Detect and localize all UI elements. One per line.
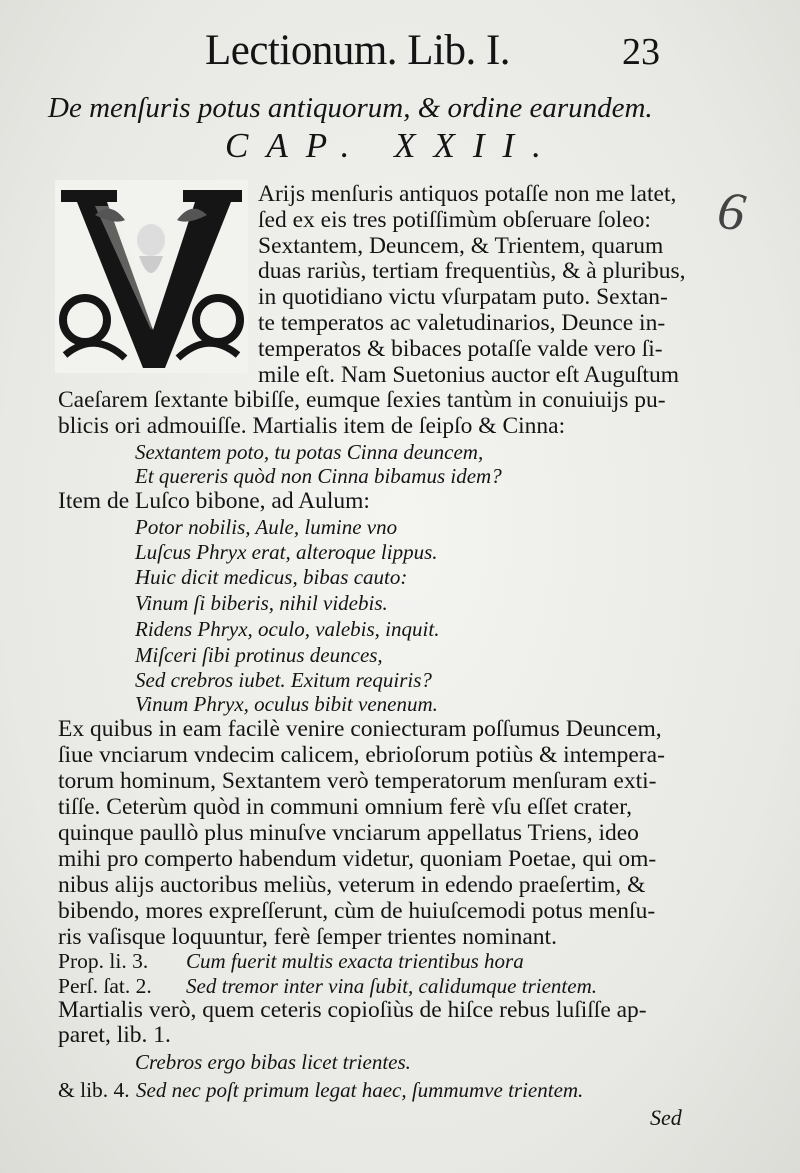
citation-line	[58, 975, 597, 999]
verse-line: Luſcus Phryx erat, alteroque lippus.	[135, 540, 438, 564]
body-line: quinque paullò plus minuſve vnciarum appellatus Triens, ideo	[58, 820, 639, 846]
verse-line: Ridens Phryx, oculo, valebis, inquit.	[135, 617, 440, 641]
margin-note: 6	[713, 179, 750, 243]
body-line: Sextantem, Deuncem, & Trientem, quarum	[258, 233, 664, 259]
body-line: nibus alijs auctoribus meliùs, veterum in edendo praeſertim, &	[58, 872, 646, 898]
body-line: Arijs menſuris antiquos potaſſe non me latet,	[258, 181, 677, 207]
verse-line: Sed crebros iubet. Exitum requiris?	[135, 668, 432, 692]
verse-line: Sextantem poto, tu potas Cinna deuncem,	[135, 440, 484, 464]
verse-line: Huic dicit medicus, bibas cauto:	[135, 565, 408, 589]
body-line: Caeſarem ſextante bibiſſe, eumque ſexies tantùm in conuiuijs pu-	[58, 387, 666, 413]
citation-ref: & lib. 4.	[58, 1078, 130, 1102]
verse-line: Vinum Phryx, oculus bibit venenum.	[135, 692, 438, 716]
citation-verse: Sed tremor inter vina ſubit, calidumque trientem.	[186, 974, 597, 998]
verse-line: Miſceri ſibi protinus deunces,	[135, 643, 383, 667]
body-line: mile eſt. Nam Suetonius auctor eſt Auguſtum	[258, 362, 679, 388]
verse-line: Crebros ergo bibas licet trientes.	[135, 1050, 411, 1074]
body-line: blicis ori admouiſſe. Martialis item de ſeipſo & Cinna:	[58, 413, 566, 439]
body-line: in quotidiano victu vſurpatam puto. Sextan-	[258, 284, 668, 310]
citation-verse: Sed nec poſt primum legat haec, ſummumve trientem.	[136, 1078, 584, 1102]
verse-line: Et quereris quòd non Cinna bibamus idem?	[135, 464, 502, 488]
body-line: temperatos & bibaces potaſſe valde vero ſi-	[258, 336, 663, 362]
citation-ref: Perſ. ſat. 2.	[58, 974, 152, 998]
chapter-number: CAP. XXII.	[225, 126, 559, 165]
citation-line	[58, 1079, 583, 1103]
body-line: ris vaſisque loquuntur, ferè ſemper trientes nominant.	[58, 924, 557, 950]
citation-verse: Cum fuerit multis exacta trientibus hora	[186, 949, 524, 973]
body-line: ſed ex eis tres potiſſimùm obſeruare ſoleo:	[258, 207, 651, 233]
body-line: bibendo, mores expreſſerunt, cùm de huiuſcemodi potus menſu-	[58, 898, 656, 924]
item-heading: Item de Luſco bibone, ad Aulum:	[58, 488, 370, 514]
body-line: ſiue vnciarum vndecim calicem, ebrioſorum potiùs & intempera-	[58, 742, 665, 768]
running-title: Lectionum. Lib. I.	[205, 27, 511, 74]
citation-ref: Prop. li. 3.	[58, 949, 149, 973]
verse-line: Potor nobilis, Aule, lumine vno	[135, 515, 398, 539]
page-number: 23	[622, 31, 660, 73]
body-line: paret, lib. 1.	[58, 1022, 171, 1048]
body-line: torum hominum, Sextantem verò temperatorum menſuram exti-	[58, 768, 657, 794]
body-line: duas rariùs, tertiam frequentiùs, & à pluribus,	[258, 258, 686, 284]
body-line: Martialis verò, quem ceteris copioſiùs de hiſce rebus luſiſſe ap-	[58, 997, 647, 1023]
verse-line: Vinum ſi biberis, nihil videbis.	[135, 591, 388, 615]
chapter-title: De menſuris potus antiquorum, & ordine earundem.	[48, 92, 653, 124]
body-line: te temperatos ac valetudinarios, Deunce in-	[258, 310, 666, 336]
catchword: Sed	[650, 1105, 682, 1130]
body-line: Ex quibus in eam facilè venire coniecturam poſſumus Deuncem,	[58, 716, 662, 742]
decorated-initial-v	[55, 180, 248, 373]
body-line: mihi pro comperto habendum videtur, quoniam Poetae, qui om-	[58, 846, 657, 872]
citation-line	[58, 950, 524, 974]
body-line: tiſſe. Ceterùm quòd in communi omnium ferè vſu eſſet crater,	[58, 794, 632, 820]
